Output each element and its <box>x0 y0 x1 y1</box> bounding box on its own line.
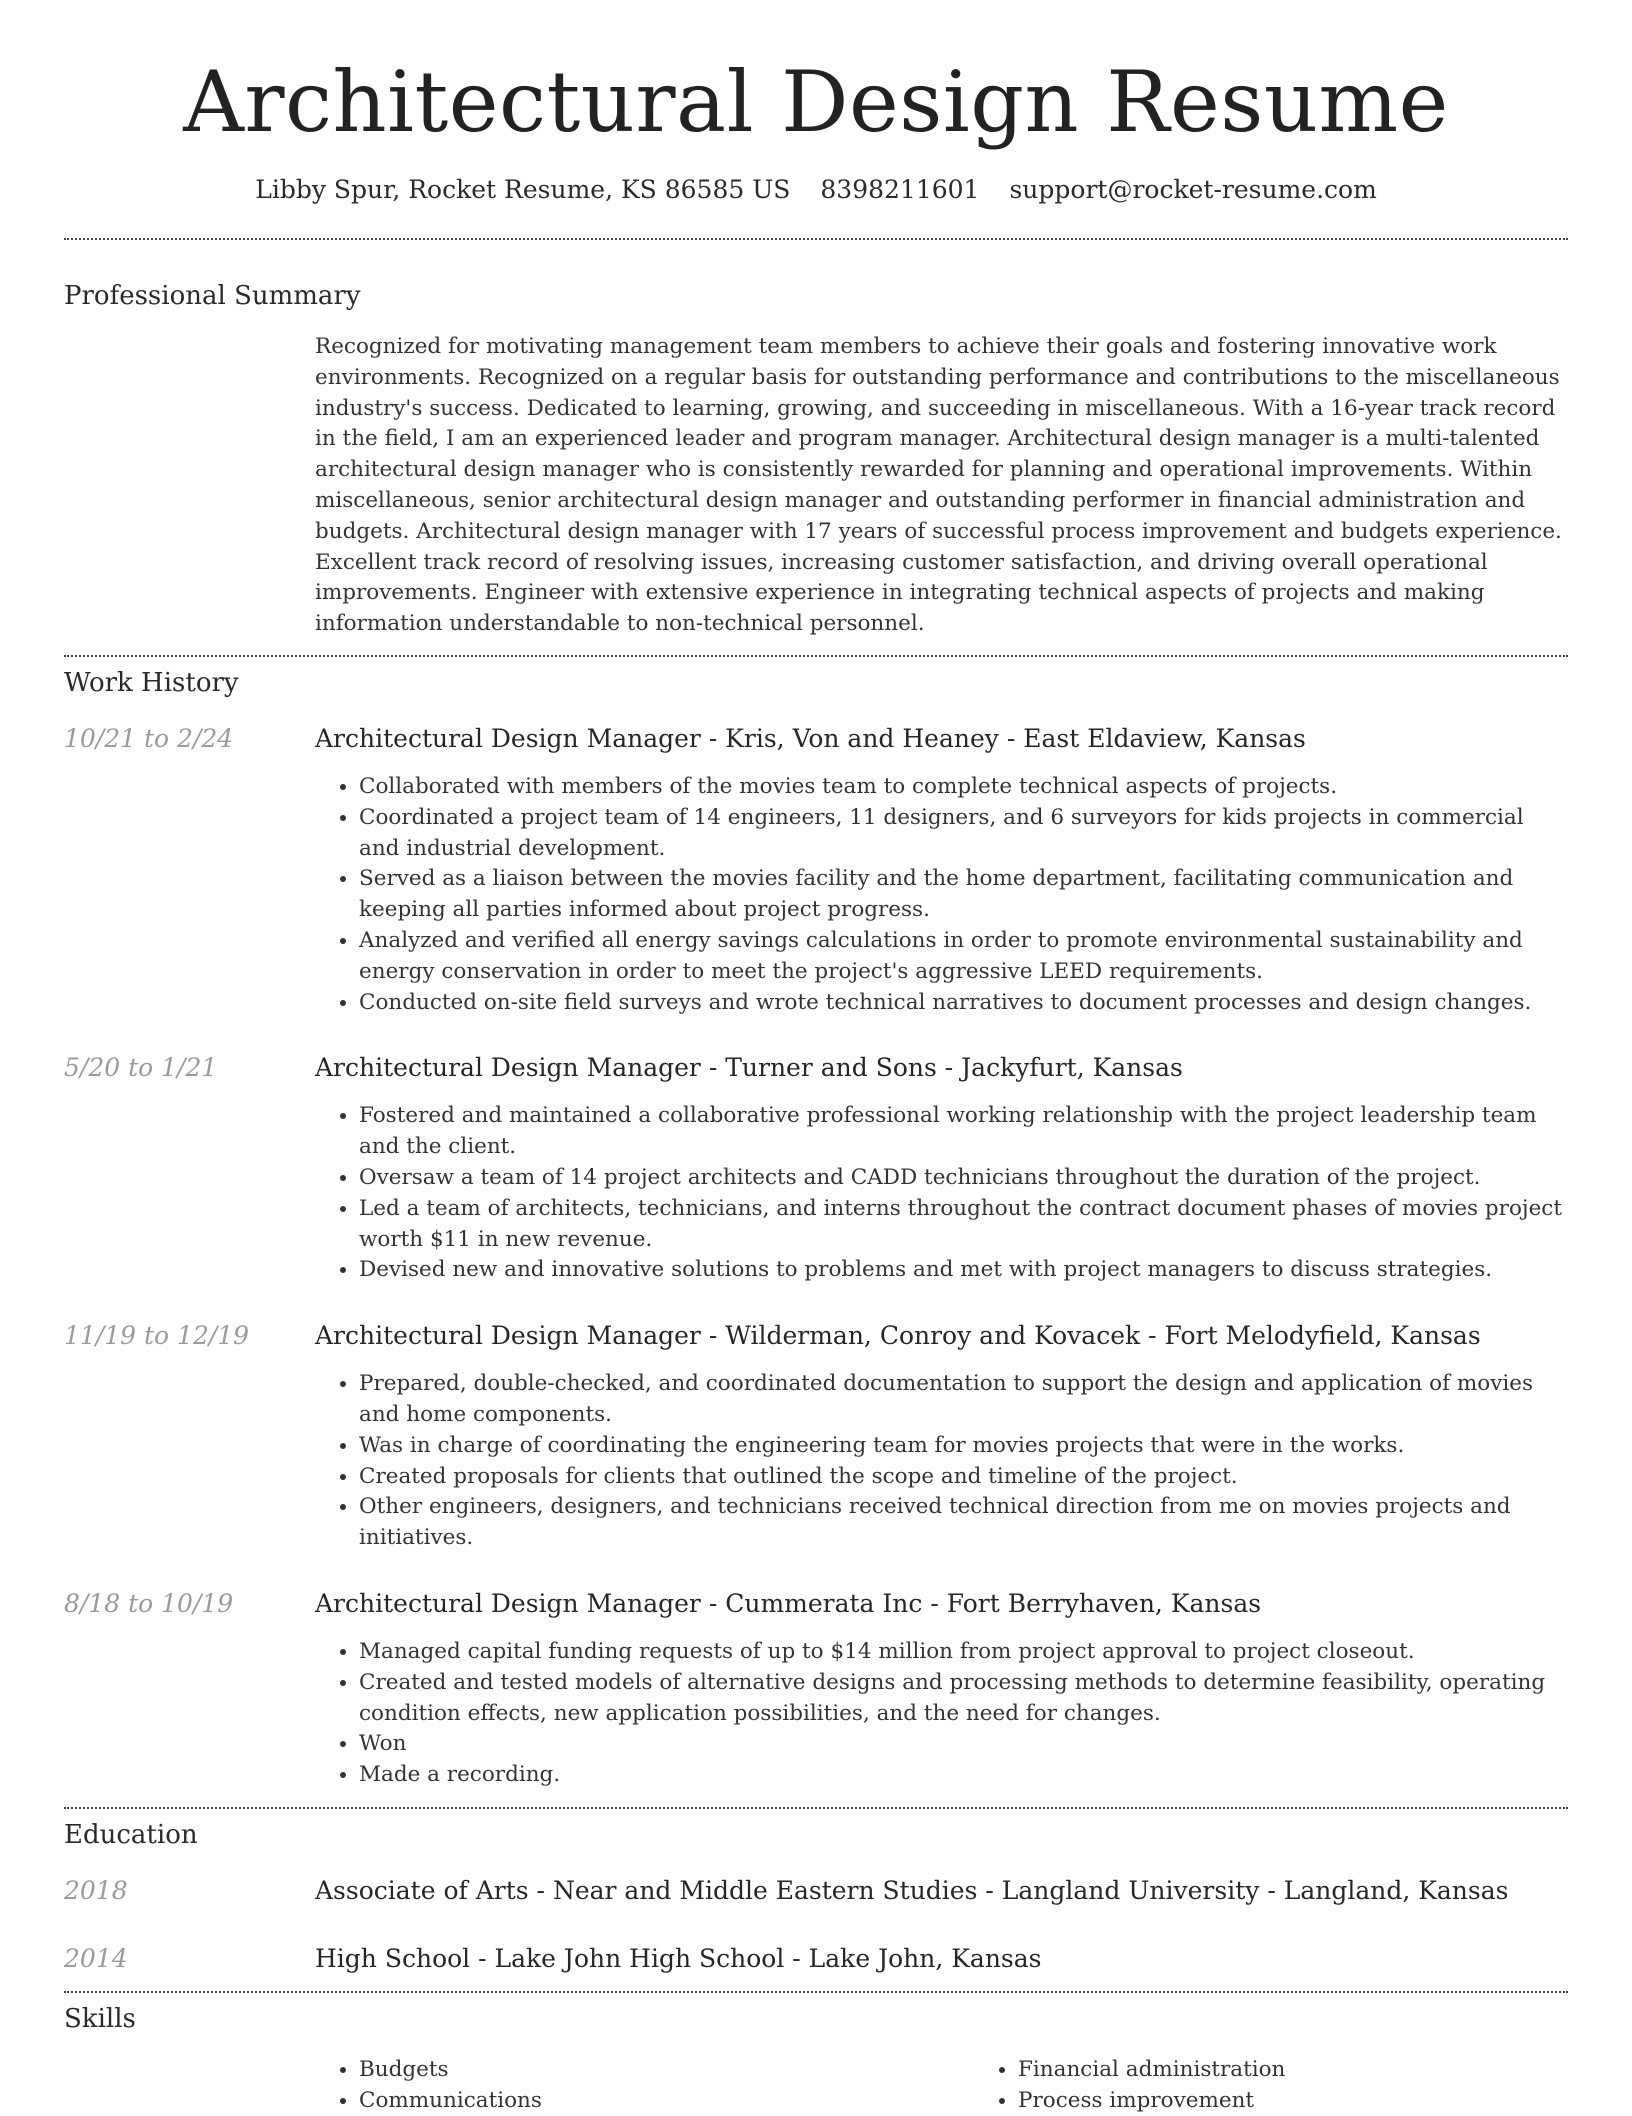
skills-lists <box>315 2055 1632 2116</box>
divider <box>64 238 1568 240</box>
job-bullet: • Other engineers, designers, and technicians received technical direction from me on movies projects and initiatives. <box>359 1492 1568 1554</box>
education-entry <box>64 1875 1568 1907</box>
job-title: Architectural Design Manager <box>315 1321 701 1351</box>
education-year: 2014 <box>64 1943 128 1973</box>
job-heading: Architectural Design Manager - Cummerata Inc - Fort Berryhaven, Kansas <box>315 1588 1262 1618</box>
job-dates: 8/18 to 10/19 <box>64 1588 234 1618</box>
job-bullet: • Won <box>359 1729 1568 1760</box>
job-location: East Eldaview, Kansas <box>1023 723 1306 753</box>
job-location: Fort Berryhaven, Kansas <box>946 1588 1262 1618</box>
contact-line <box>64 174 1568 206</box>
job-heading: Architectural Design Manager - Turner and Sons - Jackyfurt, Kansas <box>315 1053 1183 1083</box>
job-bullet: • Coordinated a project team of 14 engineers, 11 designers, and 6 surveyors for kids projects in commercial and industrial development. <box>359 803 1568 865</box>
skill-item: • Process improvement <box>1018 2086 1632 2116</box>
education-school: Lake John High School <box>494 1943 785 1973</box>
skill-item: • Financial administration <box>1018 2055 1632 2086</box>
job-heading: Architectural Design Manager - Wilderman, Conroy and Kovacek - Fort Melodyfield, Kansas <box>315 1321 1481 1351</box>
education-school: Langland University <box>1001 1875 1260 1905</box>
job-company: Wilderman, Conroy and Kovacek <box>725 1321 1141 1351</box>
job-bullet: • Made a recording. <box>359 1760 1568 1791</box>
job-dates: 10/21 to 2/24 <box>64 723 234 753</box>
education-field: Near and Middle Eastern Studies <box>552 1875 978 1905</box>
skills-list-left <box>315 2055 974 2116</box>
job-entry <box>64 1320 1568 1554</box>
job-bullet: • Devised new and innovative solutions to problems and met with project managers to discuss strategies. <box>359 1255 1568 1286</box>
skill-item: • Communications <box>359 2086 974 2116</box>
job-dates: 5/20 to 1/21 <box>64 1053 218 1083</box>
education-degree: Associate of Arts <box>315 1875 529 1905</box>
education-heading: High School - Lake John High School - Lake John, Kansas <box>315 1943 1042 1973</box>
job-bullet: • Analyzed and verified all energy savings calculations in order to promote environmental sustainability and energy conservation in order to meet the project's aggressive LEED requirements. <box>359 926 1568 988</box>
job-bullet: • Conducted on-site field surveys and wrote technical narratives to document processes and design changes. <box>359 988 1568 1019</box>
divider <box>64 1807 1568 1809</box>
job-bullet: • Collaborated with members of the movies team to complete technical aspects of projects. <box>359 772 1568 803</box>
job-entry <box>64 723 1568 1018</box>
job-bullet: • Was in charge of coordinating the engineering team for movies projects that were in the works. <box>359 1431 1568 1462</box>
job-company: Turner and Sons <box>725 1053 937 1083</box>
job-bullet: • Led a team of architects, technicians, and interns throughout the contract document phases of movies project worth $11 in new revenue. <box>359 1194 1568 1256</box>
resume-title: Architectural Design Resume <box>183 53 1449 151</box>
education-location: Lake John, Kansas <box>808 1943 1042 1973</box>
job-location: Fort Melodyfield, Kansas <box>1164 1321 1481 1351</box>
job-dates: 11/19 to 12/19 <box>64 1321 250 1351</box>
job-bullets <box>315 772 1568 1018</box>
education-heading: Associate of Arts - Near and Middle Eastern Studies - Langland University - Langland, Kansas <box>315 1875 1509 1905</box>
job-title: Architectural Design Manager <box>315 723 701 753</box>
job-bullet: • Managed capital funding requests of up to $14 million from project approval to project closeout. <box>359 1637 1568 1668</box>
skill-item: • Budgets <box>359 2055 974 2086</box>
job-bullet: • Prepared, double-checked, and coordinated documentation to support the design and application of movies and home components. <box>359 1369 1568 1431</box>
summary-text: Recognized for motivating management team members to achieve their goals and fostering innovative work environments. Recognized on a regular basis for outstanding performance and contributions to the miscellaneous industry's success. Dedicated to learning, growing, and succeeding in miscellaneous. With a 16-year track record in the field, I am an experienced leader and program manager. Architectural design manager is a multi-talented architectural design manager who is consistently rewarded for planning and operational improvements. Within miscellaneous, senior architectural design manager and outstanding performer in financial administration and budgets. Architectural design manager with 17 years of successful process improvement and budgets experience. Excellent track record of resolving issues, increasing customer satisfaction, and driving overall operational improvements. Engineer with extensive experience in integrating technical aspects of projects and making information understandable to non-technical personnel. <box>315 334 1562 637</box>
job-bullets <box>315 1637 1568 1791</box>
skills-row <box>64 2055 1568 2116</box>
job-entry <box>64 1052 1568 1286</box>
education-entry <box>64 1943 1568 1975</box>
job-heading: Architectural Design Manager - Kris, Von and Heaney - East Eldaview, Kansas <box>315 723 1306 753</box>
contact-email[interactable]: support@rocket-resume.com <box>1009 175 1377 204</box>
section-title-education: Education <box>64 1819 198 1850</box>
education-location: Langland, Kansas <box>1283 1875 1509 1905</box>
job-bullet: • Oversaw a team of 14 project architects and CADD technicians throughout the duration of the project. <box>359 1163 1568 1194</box>
job-bullet: • Created and tested models of alternative designs and processing methods to determine feasibility, operating condition effects, new application possibilities, and the need for changes. <box>359 1668 1568 1730</box>
job-title: Architectural Design Manager <box>315 1588 701 1618</box>
job-company: Cummerata Inc <box>725 1588 923 1618</box>
section-title-work: Work History <box>64 667 239 698</box>
education-year: 2018 <box>64 1875 128 1905</box>
summary-row <box>64 332 1568 640</box>
job-bullet: • Served as a liaison between the movies facility and the home department, facilitating communication and keeping all parties informed about project progress. <box>359 864 1568 926</box>
job-entry <box>64 1588 1568 1791</box>
job-bullet: • Created proposals for clients that outlined the scope and timeline of the project. <box>359 1462 1568 1493</box>
section-title-summary: Professional Summary <box>64 281 361 311</box>
contact-address: Libby Spur, Rocket Resume, KS 86585 US <box>255 175 791 204</box>
job-company: Kris, Von and Heaney <box>725 723 999 753</box>
contact-phone: 8398211601 <box>820 175 980 204</box>
section-title-skills: Skills <box>64 2003 136 2034</box>
job-location: Jackyfurt, Kansas <box>961 1053 1183 1083</box>
education-degree: High School <box>315 1943 471 1973</box>
skills-list-right <box>974 2055 1632 2116</box>
job-bullets <box>315 1101 1568 1286</box>
job-bullets <box>315 1369 1568 1554</box>
divider <box>64 1991 1568 1993</box>
job-title: Architectural Design Manager <box>315 1053 701 1083</box>
divider <box>64 655 1568 657</box>
job-bullet: • Fostered and maintained a collaborative professional working relationship with the project leadership team and the client. <box>359 1101 1568 1163</box>
